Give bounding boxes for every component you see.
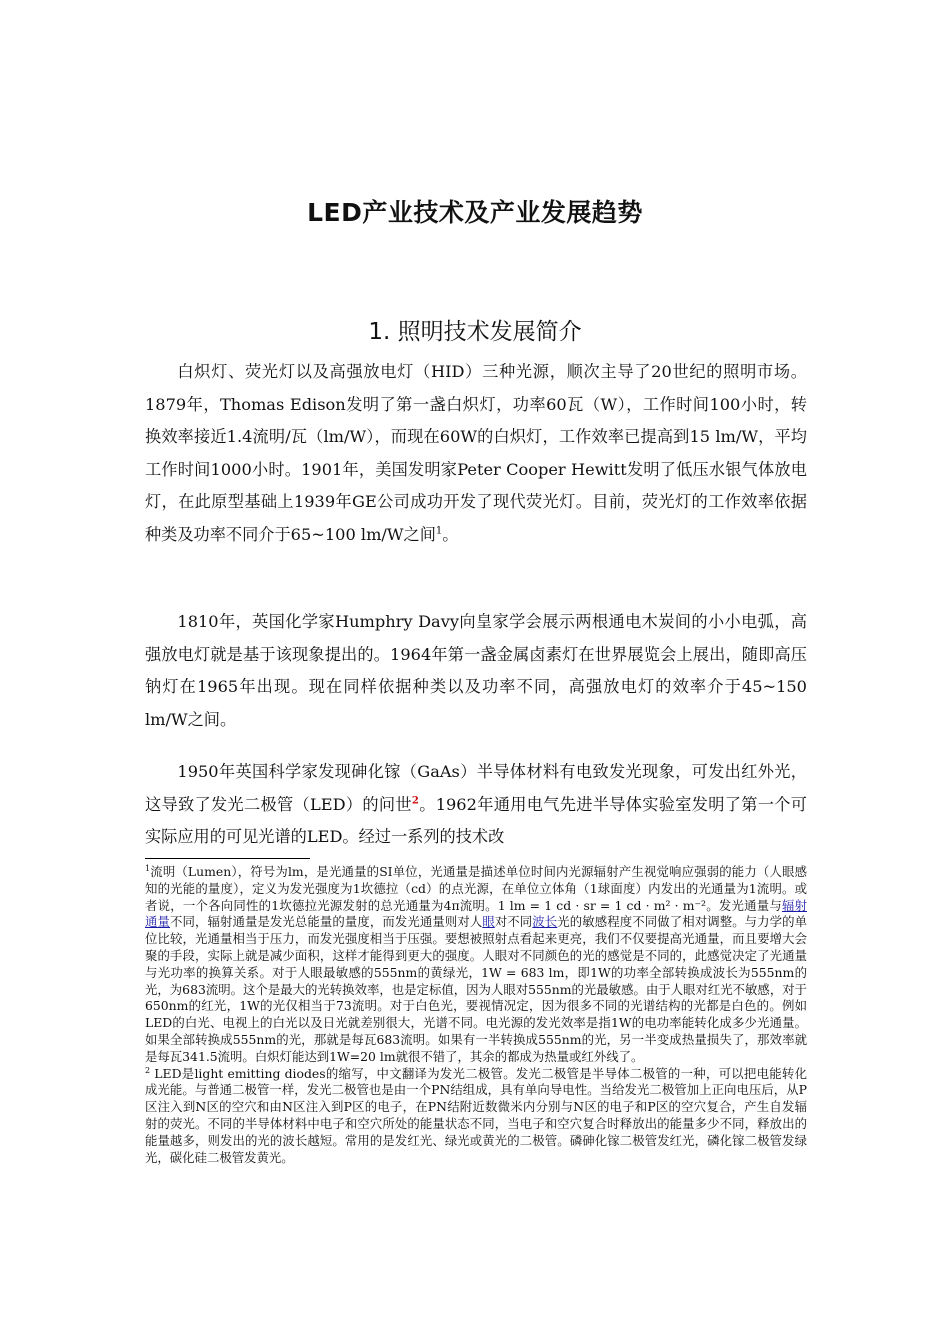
paragraph-1-text: 白炽灯、荧光灯以及高强放电灯（HID）三种光源，顺次主导了20世纪的照明市场。1879年，Thomas Edison发明了第一盏白炽灯，功率60瓦（W），工作时间100小时，转换效率接近1.4流明/瓦（lm/W），而现在60W的白炽灯，工作效率已提高到15 lm/W，平均工作时间1000小时。1901年，美国发明家Peter Cooper Hewitt发明了低压水银气体放电灯，在此原型基础上1939年GE公司成功开发了现代荧光灯。目前，荧光灯的工作效率依据种类及功率不同介于65~100 lm/W之间	[145, 362, 807, 544]
footnote-1	[145, 864, 807, 1066]
link-eye[interactable]: 眼	[482, 914, 495, 930]
paragraph-1	[145, 356, 807, 552]
paragraph-3-text-a: 1950年英国科学家发现砷化镓（GaAs）半导体材料有电致发光现象，可发出红外光，这导致了发光二极管（LED）的问世	[145, 762, 807, 814]
paragraph-3	[145, 756, 807, 854]
footnote-2-number: 2	[145, 1065, 151, 1075]
link-wavelength[interactable]: 波长	[532, 914, 558, 930]
footnote-1-text-a: 流明（Lumen），符号为lm，是光通量的SI单位，光通量是描述单位时间内光源辐射产生视觉响应强弱的能力（人眼感知的光能的量度），定义为发光强度为1坎德拉（cd）的点光源，在单位立体角（1球面度）内发出的光通量为1流明。或者说，一个各向同性的1坎德拉光源发射的总光通量为4π流明。1 lm = 1 cd · sr = 1 cd · m² · m⁻²。发光通量与	[145, 864, 807, 913]
footnote-separator	[145, 858, 310, 859]
footnote-ref-2[interactable]: 2	[411, 795, 419, 807]
footnote-1-text-b: 不同，辐射通量是发光总能量的量度，而发光通量则对人	[170, 914, 483, 930]
link-radiant-flux[interactable]: 辐射通量	[145, 897, 807, 930]
footnote-1-text-d: 光的敏感程度不同做了相对调整。与力学的单位比较，光通量相当于压力，而发光强度相当于压强。要想被照射点看起来更亮，我们不仅要提高光通量，而且要增大会聚的手段，实际上就是减少面积，这样才能得到更大的强度。人眼对不同颜色的光的感觉是不同的，此感觉决定了光通量与光功率的换算关系。对于人眼最敏感的555nm的黄绿光，1W = 683 lm，即1W的功率全部转换成波长为555nm的光，为683流明。这个是最大的光转换效率，也是定标值，因为人眼对555nm的光最敏感。由于人眼对红光不敏感，对于650nm的红光，1W的光仅相当于73流明。对于白色光，要视情况定，因为很多不同的光谱结构的光都是白色的。例如LED的白光、电视上的白光以及日光就差别很大，光谱不同。电光源的发光效率是指1W的电功率能转化成多少光通量。如果全部转换成555nm的光，那就是每瓦683流明。如果有一半转换成555nm的光，另一半变成热量损失了，那效率就是每瓦341.5流明。白炽灯能达到1W=20 lm就很不错了，其余的都成为热量或红外线了。	[145, 914, 808, 1064]
footnote-ref-1[interactable]: 1	[435, 525, 443, 537]
footnote-2	[145, 1066, 807, 1167]
footnotes	[145, 864, 807, 1166]
footnote-2-text: LED是light emitting diodes的缩写，中文翻译为发光二极管。发光二极管是半导体二极管的一种，可以把电能转化成光能。与普通二极管一样，发光二极管也是由一个PN结组成，具有单向导电性。当给发光二极管加上正向电压后，从P区注入到N区的空穴和由N区注入到P区的电子，在PN结附近数微米内分别与N区的电子和P区的空穴复合，产生自发辐射的荧光。不同的半导体材料中电子和空穴所处的能量状态不同，当电子和空穴复合时释放出的能量多少不同，释放出的能量越多，则发出的光的波长越短。常用的是发红光、绿光或黄光的二极管。磷砷化镓二极管发红光，磷化镓二极管发绿光，碳化硅二极管发黄光。	[145, 1065, 807, 1165]
paragraph-1-end: 。	[442, 524, 459, 544]
section-heading: 1. 照明技术发展简介	[368, 319, 582, 345]
paragraph-2-text: 1810年，英国化学家Humphry Davy向皇家学会展示两根通电木炭间的小小电弧，高强放电灯就是基于该现象提出的。1964年第一盏金属卤素灯在世界展览会上展出，随即高压钠灯在1965年出现。现在同样依据种类以及功率不同，高强放电灯的效率介于45~150 lm/W之间。	[145, 612, 807, 729]
paragraph-3-text-b: 。1962年通用电气先进半导体实验室发明了第一个可实际应用的可见光谱的LED。经过一系列的技术改	[145, 794, 807, 847]
footnote-1-text-c: 对不同	[494, 914, 533, 930]
paragraph-2	[145, 606, 807, 736]
footnote-1-number: 1	[145, 863, 151, 873]
document-title: LED产业技术及产业发展趋势	[307, 198, 643, 227]
